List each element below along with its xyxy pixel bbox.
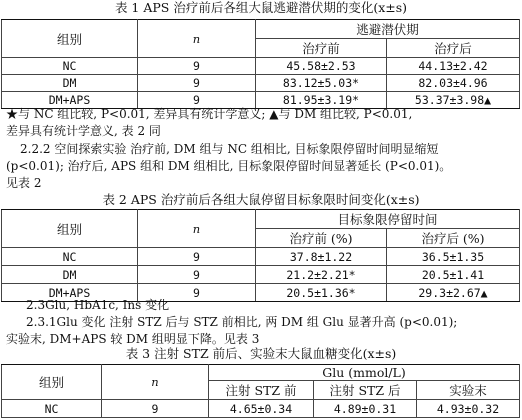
table2-cell-before: 20.5±1.36* [256, 284, 387, 302]
table3-header-span: Glu (mmol/L) [209, 365, 520, 381]
paragraph-heading-2-3: 2.3Glu, HbA1c, Ins 变化 [26, 298, 170, 312]
table2-cell-group: DM+APS [2, 284, 138, 302]
table1-cell-before: 81.95±3.19* [256, 92, 387, 109]
table3-cell-group: NC [2, 400, 102, 418]
table2-cell-before: 21.2±2.21* [256, 266, 387, 284]
table1-header-n: n [138, 20, 256, 58]
table2-header-after: 治疗后 (%) [387, 229, 520, 248]
table1-cell-n: 9 [138, 75, 256, 92]
table3-header-end: 实验末 [417, 381, 520, 400]
table1-cell-group: DM+APS [2, 92, 138, 109]
table3-cell-after-stz: 4.89±0.31 [314, 400, 417, 418]
table2-cell-group: NC [2, 248, 138, 266]
table1-cell-group: NC [2, 58, 138, 75]
table2-header-group: 组别 [2, 210, 138, 248]
table3-header-n: n [102, 365, 209, 400]
table1-cell-after: 44.13±2.42 [387, 58, 520, 75]
table1-cell-after: 82.03±4.96 [387, 75, 520, 92]
note-line-2: 差异具有统计学意义, 表 2 同 [6, 124, 161, 138]
table2-cell-after: 20.5±1.41 [387, 266, 520, 284]
table2-cell-before: 37.8±1.22 [256, 248, 387, 266]
paragraph-line-3: 见表 2 [6, 176, 42, 190]
table1-cell-after: 53.37±3.98▲ [387, 92, 520, 109]
paragraph-line-2-3-1: 2.3.1Glu 变化 注射 STZ 后与 STZ 前相比, 两 DM 组 Glu 显著升高 (p<0.01); [26, 315, 458, 329]
table3-header-group: 组别 [2, 365, 102, 400]
table1-header-span: 逃避潜伏期 [256, 20, 520, 39]
table1 [1, 19, 520, 109]
paragraph-glu [6, 297, 518, 348]
table1-caption: 表 1 APS 治疗前后各组大鼠逃避潜伏期的变化(x±s) [114, 0, 408, 15]
table-row [2, 75, 520, 92]
paragraph-line-2: (p<0.01); 治疗后, APS 组和 DM 组相比, 目标象限停留时间显著延长 (P<0.01)。 [6, 159, 452, 173]
table3-cell-n: 9 [102, 400, 209, 418]
table-row [2, 266, 520, 284]
table2-cell-n: 9 [138, 284, 256, 302]
paragraph-line-2-3-1-cont: 实验末, DM+APS 较 DM 组明显下降。见表 3 [6, 332, 260, 346]
table3-header-after-stz: 注射 STZ 后 [314, 381, 417, 400]
table3-caption: 表 3 注射 STZ 前后、实验末大鼠血糖变化(x±s) [125, 346, 397, 361]
table-row [2, 248, 520, 266]
table3-cell-before-stz: 4.65±0.34 [209, 400, 314, 418]
table3-header-before-stz: 注射 STZ 前 [209, 381, 314, 400]
table2-cell-after: 36.5±1.35 [387, 248, 520, 266]
table1-cell-group: DM [2, 75, 138, 92]
paragraph-spatial-probe [6, 141, 518, 192]
table3 [1, 364, 520, 418]
table3-cell-end: 4.93±0.32 [417, 400, 520, 418]
table1-cell-n: 9 [138, 92, 256, 109]
table-notes [6, 106, 518, 140]
table1-cell-before: 83.12±5.03* [256, 75, 387, 92]
table2-cell-after: 29.3±2.67▲ [387, 284, 520, 302]
table1-header-before: 治疗前 [256, 39, 387, 58]
table2 [1, 209, 520, 302]
table2-header-before: 治疗前 (%) [256, 229, 387, 248]
table2-header-n: n [138, 210, 256, 248]
table2-cell-n: 9 [138, 266, 256, 284]
table2-cell-n: 9 [138, 248, 256, 266]
table-row [2, 400, 520, 418]
table1-header-after: 治疗后 [387, 39, 520, 58]
table1-cell-n: 9 [138, 58, 256, 75]
table1-header-group: 组别 [2, 20, 138, 58]
table2-header-span: 目标象限停留时间 [256, 210, 520, 229]
table1-cell-before: 45.58±2.53 [256, 58, 387, 75]
paragraph-line-1: 2.2.2 空间探索实验 治疗前, DM 组与 NC 组相比, 目标象限停留时间明显缩短 [20, 142, 439, 156]
table-row [2, 58, 520, 75]
table2-cell-group: DM [2, 266, 138, 284]
table2-caption: 表 2 APS 治疗前后各组大鼠停留目标象限时间变化(x±s) [102, 192, 420, 207]
note-line-1: ★与 NC 组比较, P<0.01, 差异具有统计学意义; ▲与 DM 组比较, P<0.01, [6, 107, 413, 121]
